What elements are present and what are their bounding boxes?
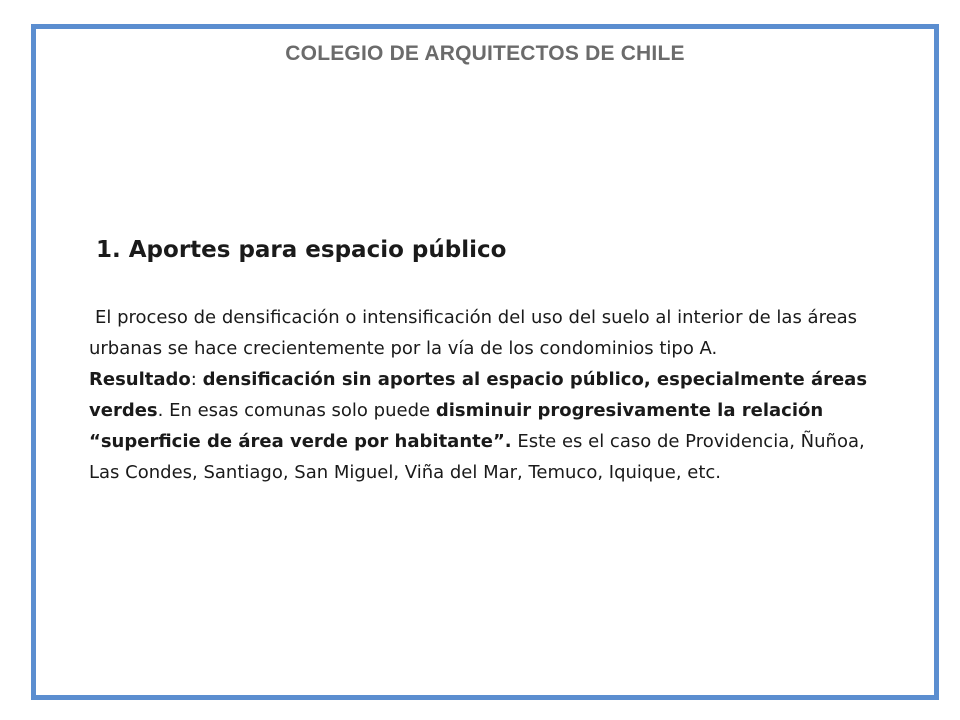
result-label: Resultado bbox=[89, 369, 191, 390]
result-emphasis-2: disminuir progresivamente la relación “superficie de área verde por habitante”. bbox=[89, 400, 824, 452]
body-text bbox=[89, 302, 879, 488]
result-separator: : bbox=[190, 369, 203, 390]
slide-frame bbox=[31, 24, 939, 700]
section-title: 1. Aportes para espacio público bbox=[96, 237, 507, 263]
intro-paragraph: El proceso de densificación o intensificación del uso del suelo al interior de las áreas urbanas se hace crecientemente por la vía de los condominios tipo A. bbox=[89, 307, 858, 359]
result-paragraph bbox=[89, 364, 879, 488]
organization-header: COLEGIO DE ARQUITECTOS DE CHILE bbox=[285, 42, 685, 65]
result-emphasis-1: densificación sin aportes al espacio público, especialmente áreas verdes bbox=[89, 369, 868, 421]
result-text-1: . En esas comunas solo puede bbox=[157, 400, 436, 421]
result-text-2: Este es el caso de Providencia, Ñuñoa, Las Condes, Santiago, San Miguel, Viña del Mar, Temuco, Iquique, etc. bbox=[89, 431, 865, 483]
